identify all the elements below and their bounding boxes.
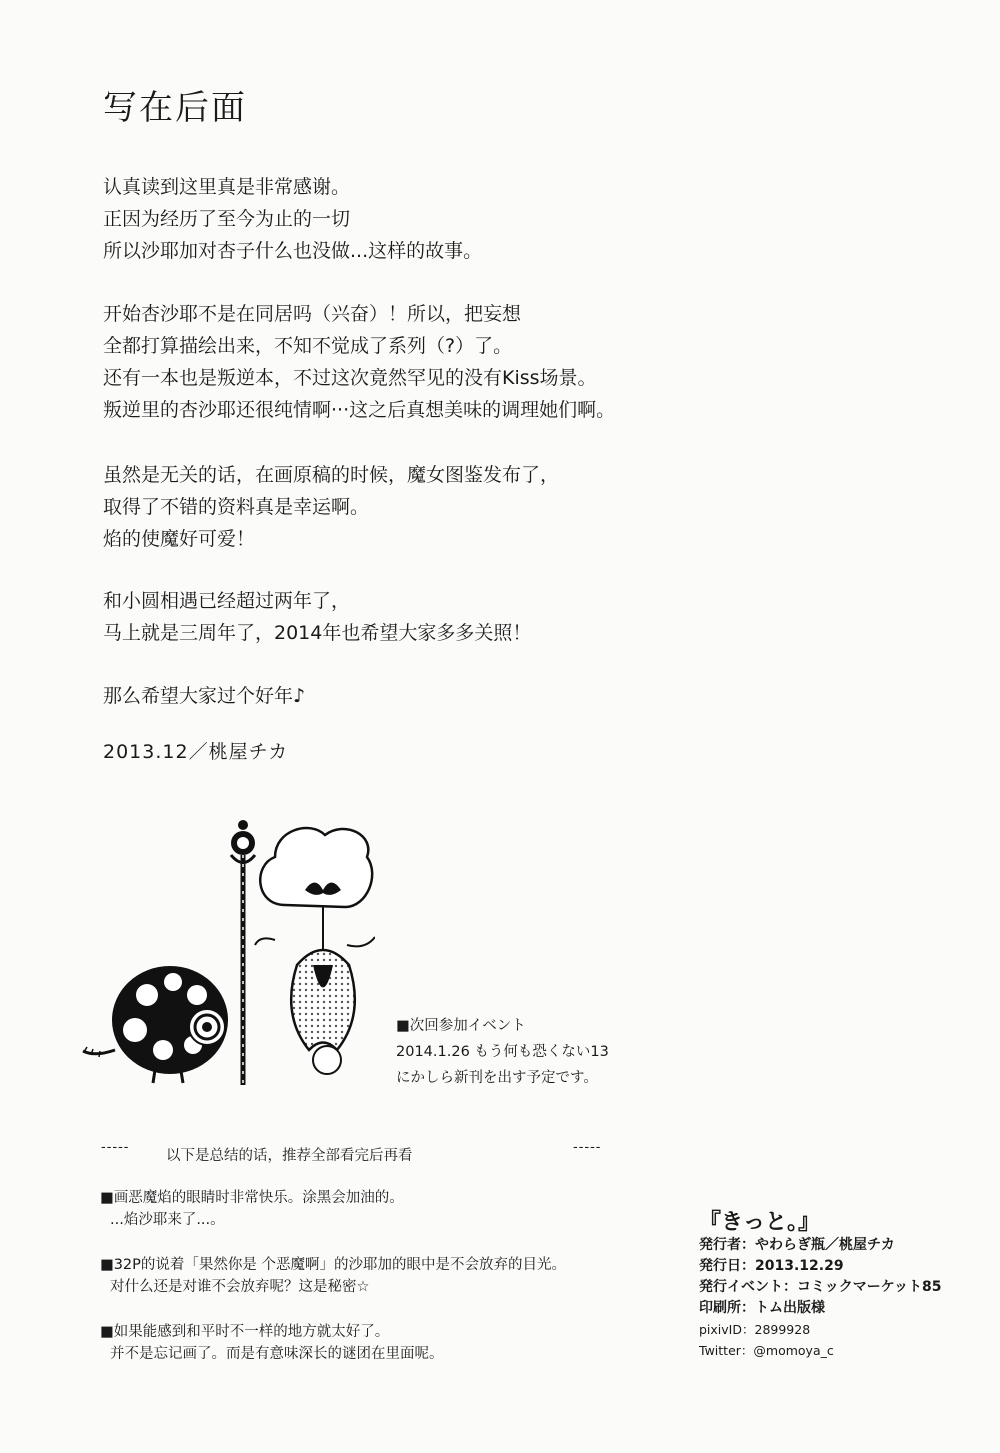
mustache-figure xyxy=(255,828,375,1074)
note-line: 对什么还是对谁不会放弃呢？这是秘密☆ xyxy=(110,1279,370,1295)
note-line: ■如果能感到和平时不一样的地方就太好了。 xyxy=(100,1324,390,1340)
note-line: ...焰沙耶来了...。 xyxy=(110,1212,225,1228)
summary-heading: 以下是总结的话，推荐全部看完后再看 xyxy=(166,1148,413,1164)
text-line: 认真读到这里真是非常感谢。 xyxy=(103,176,351,198)
text-line: 所以沙耶加对杏子什么也没做...这样的故事。 xyxy=(103,240,483,262)
book-title: 『きっと。』 xyxy=(699,1210,821,1235)
text-line: 焰的使魔好可爱！ xyxy=(103,528,256,550)
publish-date: 発行日：2013.12.29 xyxy=(699,1258,844,1274)
printer: 印刷所：トム出版様 xyxy=(699,1300,825,1316)
summary-note-2 xyxy=(100,1254,566,1298)
text-line: 取得了不错的资料真是幸运啊。 xyxy=(103,496,370,518)
text-line: 全都打算描绘出来，不知不觉成了系列（?）了。 xyxy=(103,335,513,357)
divider-right: ----- xyxy=(573,1140,602,1155)
twitter-handle: Twitter：@momoya_c xyxy=(699,1343,834,1358)
colophon xyxy=(699,1212,942,1361)
note-line: 并不是忘记画了。而是有意味深长的谜团在里面呢。 xyxy=(110,1346,444,1362)
signature: 2013.12／桃屋チカ xyxy=(103,741,289,763)
summary-note-3 xyxy=(100,1321,444,1365)
spotted-creature xyxy=(83,966,228,1083)
divider-left: ----- xyxy=(101,1140,130,1155)
summary-note-1 xyxy=(100,1187,404,1231)
text-line: 虽然是无关的话，在画原稿的时候，魔女图鉴发布了， xyxy=(103,464,560,486)
text-line: 那么希望大家过个好年♪ xyxy=(103,685,306,707)
paragraph-3 xyxy=(103,459,559,555)
character-illustration xyxy=(75,795,375,1095)
text-line: 还有一本也是叛逆本，不过这次竟然罕见的没有Kiss场景。 xyxy=(103,367,597,389)
publisher: 発行者：やわらぎ瓶／桃屋チカ xyxy=(699,1237,895,1253)
note-line: ■画恶魔焰的眼睛时非常快乐。涂黑会加油的。 xyxy=(100,1190,404,1206)
text-line: 和小圆相遇已经超过两年了， xyxy=(103,590,351,612)
paragraph-1 xyxy=(103,171,482,267)
page-title: 写在后面 xyxy=(103,88,247,128)
text-line: 马上就是三周年了，2014年也希望大家多多关照！ xyxy=(103,622,532,644)
event-title: ■次回参加イベント xyxy=(396,1018,526,1034)
note-line: ■32P的说着「果然你是 个恶魔啊」的沙耶加的眼中是不会放弃的目光。 xyxy=(100,1257,567,1273)
next-event-notice xyxy=(396,1013,609,1091)
publish-event: 発行イベント：コミックマーケット85 xyxy=(699,1279,942,1295)
staff xyxy=(231,820,255,1085)
event-line: にかしら新刊を出す予定です。 xyxy=(396,1070,598,1086)
paragraph-4 xyxy=(103,585,531,649)
text-line: 叛逆里的杏沙耶还很纯情啊···这之后真想美味的调理她们啊。 xyxy=(103,399,616,421)
paragraph-5 xyxy=(103,680,305,712)
event-line: 2014.1.26 もう何も恐くない13 xyxy=(396,1044,609,1060)
text-line: 开始杏沙耶不是在同居吗（兴奋）！所以，把妄想 xyxy=(103,303,522,325)
text-line: 正因为经历了至今为止的一切 xyxy=(103,208,351,230)
paragraph-2 xyxy=(103,298,615,426)
pixiv-id: pixivID：2899928 xyxy=(699,1322,811,1337)
